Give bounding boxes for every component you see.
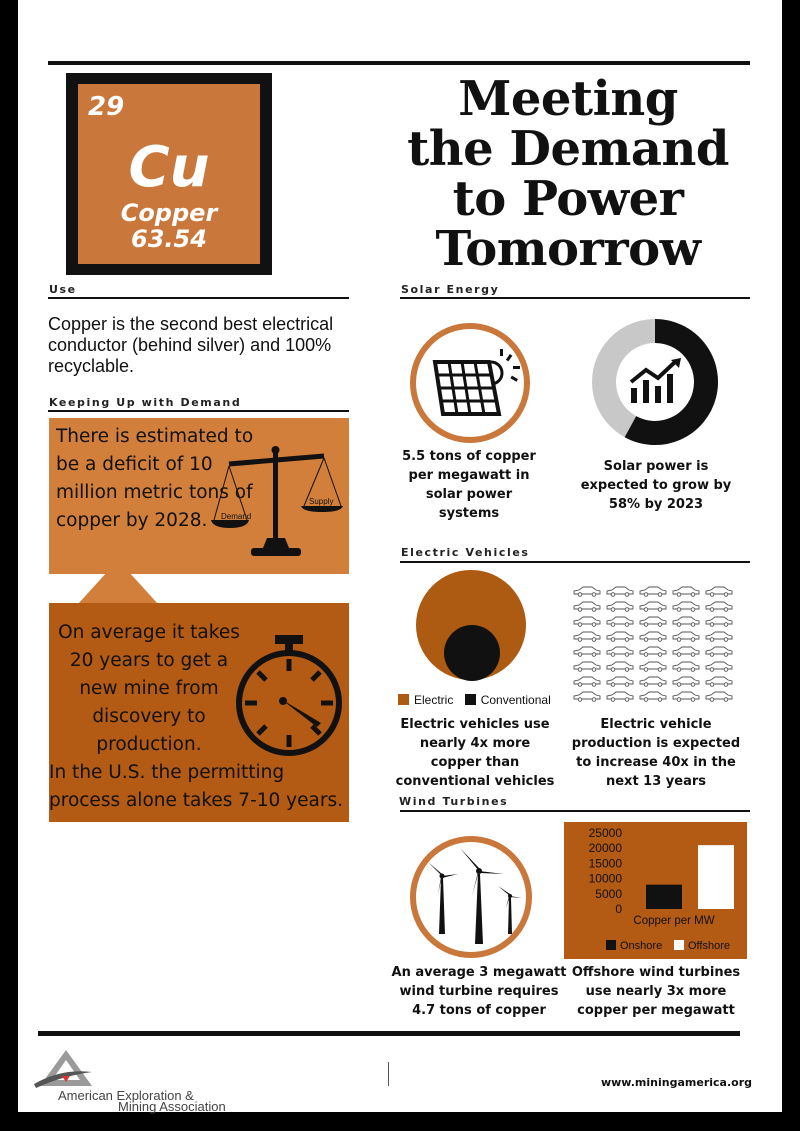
car-wheel-icon [677, 623, 681, 627]
legend-label-electric: Electric [414, 693, 454, 707]
element-symbol: Cu [128, 135, 210, 200]
permit-text: In the U.S. the permitting process alone takes 7-10 years. [49, 762, 343, 811]
car-wheel-icon [644, 593, 648, 597]
car-wheel-icon [644, 623, 648, 627]
car-wheel-icon [677, 638, 681, 642]
car-wheel-icon [724, 638, 728, 642]
y-tick-label: 15000 [588, 856, 622, 871]
org-name-line-2: Mining Association [118, 1099, 226, 1114]
stopwatch-icon [231, 633, 347, 757]
car-icon [607, 632, 633, 639]
car-wheel-icon [592, 638, 596, 642]
use-rule [48, 297, 349, 299]
car-wheel-icon [691, 698, 695, 702]
car-icon [706, 632, 732, 639]
mine-text: On average it takes 20 years to get a new mine from discovery to production. [58, 622, 240, 755]
title-line-1: Meeting [458, 71, 678, 127]
car-icon [607, 647, 633, 654]
category-label: Copper per MW [633, 915, 715, 927]
car-icon [574, 677, 600, 684]
car-icon [640, 677, 666, 684]
use-heading: Use [49, 283, 77, 296]
car-icon [640, 632, 666, 639]
car-icon [574, 632, 600, 639]
car-icon [574, 692, 600, 699]
car-icon [607, 677, 633, 684]
car-wheel-icon [578, 608, 582, 612]
car-wheel-icon [578, 668, 582, 672]
car-wheel-icon [677, 668, 681, 672]
car-wheel-icon [625, 683, 629, 687]
car-icon [706, 662, 732, 669]
car-icon [607, 587, 633, 594]
website-link[interactable]: www.miningamerica.org [600, 1076, 752, 1089]
car-icon [574, 662, 600, 669]
ev-rule [400, 561, 750, 563]
car-wheel-icon [710, 698, 714, 702]
y-tick-label: 25000 [588, 826, 622, 840]
bar-onshore [646, 885, 682, 909]
solar-rule [400, 297, 750, 299]
connector-arrow [78, 560, 158, 604]
car-icon [640, 662, 666, 669]
car-wheel-icon [611, 668, 615, 672]
car-icon [673, 632, 699, 639]
page-title [378, 71, 758, 277]
car-wheel-icon [658, 683, 662, 687]
growth-chart-icon [631, 358, 681, 403]
wind-left-caption: An average 3 megawatt wind turbine requires 4.7 tons of copper [391, 965, 567, 1018]
car-icon [574, 617, 600, 624]
mine-timeline-box [49, 603, 349, 822]
car-wheel-icon [658, 608, 662, 612]
deficit-box [49, 418, 349, 574]
solar-growth-donut [591, 318, 719, 446]
car-wheel-icon [724, 653, 728, 657]
legend-swatch-electric [398, 694, 409, 705]
y-tick-label: 20000 [588, 841, 622, 856]
solar-left-caption: 5.5 tons of copper per megawatt in solar power systems [402, 449, 536, 521]
car-wheel-icon [658, 668, 662, 672]
atomic-number: 29 [88, 92, 125, 122]
atomic-weight: 63.54 [131, 225, 207, 253]
car-wheel-icon [710, 593, 714, 597]
car-wheel-icon [658, 593, 662, 597]
car-icon [673, 662, 699, 669]
solar-panel-icon [407, 322, 533, 444]
car-icon [640, 587, 666, 594]
car-wheel-icon [625, 593, 629, 597]
legend-swatch-offshore [674, 940, 684, 950]
car-wheel-icon [592, 698, 596, 702]
car-wheel-icon [644, 668, 648, 672]
legend-label-conventional: Conventional [480, 693, 551, 707]
car-wheel-icon [677, 608, 681, 612]
car-wheel-icon [644, 638, 648, 642]
car-wheel-icon [625, 608, 629, 612]
scale-demand-label: Demand [221, 512, 252, 521]
car-wheel-icon [710, 683, 714, 687]
car-wheel-icon [724, 698, 728, 702]
legend-label-offshore: Offshore [688, 940, 730, 952]
wind-copper-bar-chart [564, 822, 747, 959]
org-name-line-1: American Exploration & [58, 1088, 194, 1103]
y-tick-label: 5000 [595, 886, 622, 901]
car-icon [706, 602, 732, 609]
bottom-rule [38, 1031, 740, 1036]
ev-left-caption: Electric vehicles use nearly 4x more copper than conventional vehicles [395, 717, 555, 789]
car-wheel-icon [625, 653, 629, 657]
car-wheel-icon [724, 593, 728, 597]
car-wheel-icon [644, 653, 648, 657]
title-line-2: the Demand [407, 121, 729, 177]
y-tick-label: 0 [615, 902, 622, 916]
car-icon-grid [572, 584, 752, 708]
wind-right-caption: Offshore wind turbines use nearly 3x more copper per megawatt [571, 965, 741, 1018]
wind-rule [400, 810, 750, 812]
car-wheel-icon [592, 683, 596, 687]
car-icon [706, 587, 732, 594]
car-wheel-icon [578, 698, 582, 702]
car-wheel-icon [691, 683, 695, 687]
car-wheel-icon [724, 623, 728, 627]
car-wheel-icon [592, 623, 596, 627]
car-wheel-icon [677, 698, 681, 702]
car-icon [706, 617, 732, 624]
car-icon [673, 677, 699, 684]
car-icon [574, 587, 600, 594]
wind-turbine-icon [408, 834, 534, 960]
legend-swatch-onshore [606, 940, 616, 950]
bar-offshore [698, 845, 734, 909]
car-wheel-icon [710, 668, 714, 672]
car-wheel-icon [592, 593, 596, 597]
car-wheel-icon [592, 653, 596, 657]
car-wheel-icon [578, 683, 582, 687]
car-wheel-icon [611, 593, 615, 597]
car-wheel-icon [611, 623, 615, 627]
car-icon [673, 602, 699, 609]
car-wheel-icon [677, 593, 681, 597]
legend-label-onshore: Onshore [620, 940, 663, 952]
use-text: Copper is the second best electrical conductor (behind silver) and 100% recyclable. [48, 314, 334, 376]
car-icon [673, 692, 699, 699]
top-rule [48, 61, 750, 65]
car-icon [706, 677, 732, 684]
solar-right-caption: Solar power is expected to grow by 58% by 2023 [580, 459, 732, 512]
title-line-4: Tomorrow [435, 221, 701, 277]
car-wheel-icon [691, 623, 695, 627]
car-icon [574, 602, 600, 609]
demand-heading: Keeping Up with Demand [49, 396, 242, 409]
car-wheel-icon [611, 638, 615, 642]
car-wheel-icon [691, 653, 695, 657]
car-icon [706, 692, 732, 699]
car-wheel-icon [677, 683, 681, 687]
footer-divider [388, 1062, 389, 1086]
legend-swatch-conventional [465, 694, 476, 705]
car-wheel-icon [658, 638, 662, 642]
y-tick-label: 10000 [588, 871, 622, 886]
car-icon [706, 647, 732, 654]
car-wheel-icon [710, 638, 714, 642]
car-wheel-icon [578, 623, 582, 627]
scale-supply-label: Supply [309, 497, 334, 506]
deficit-text: There is estimated to be a deficit of 10 million metric tons of copper by 2028. [56, 426, 254, 531]
infographic-page [18, 0, 782, 1112]
car-wheel-icon [724, 668, 728, 672]
solar-heading: Solar Energy [401, 283, 500, 296]
wind-heading: Wind Turbines [399, 795, 509, 808]
car-icon [673, 617, 699, 624]
car-wheel-icon [625, 698, 629, 702]
car-icon [640, 602, 666, 609]
car-icon [640, 617, 666, 624]
car-wheel-icon [691, 608, 695, 612]
car-wheel-icon [677, 653, 681, 657]
car-wheel-icon [658, 698, 662, 702]
copper-element-tile [66, 73, 272, 275]
car-icon [607, 617, 633, 624]
car-icon [673, 587, 699, 594]
car-wheel-icon [592, 608, 596, 612]
car-wheel-icon [691, 593, 695, 597]
car-wheel-icon [578, 593, 582, 597]
car-wheel-icon [658, 653, 662, 657]
car-wheel-icon [691, 668, 695, 672]
car-wheel-icon [658, 623, 662, 627]
ev-heading: Electric Vehicles [401, 546, 530, 559]
car-wheel-icon [611, 698, 615, 702]
car-wheel-icon [724, 608, 728, 612]
element-tile-inner [78, 84, 260, 264]
car-wheel-icon [691, 638, 695, 642]
car-wheel-icon [644, 608, 648, 612]
car-wheel-icon [611, 608, 615, 612]
car-icon [574, 647, 600, 654]
car-icon [607, 692, 633, 699]
car-wheel-icon [710, 608, 714, 612]
ev-copper-circles [414, 570, 530, 682]
title-line-3: to Power [452, 171, 684, 227]
car-icon [607, 602, 633, 609]
car-icon [607, 662, 633, 669]
aem-logo-icon [32, 1048, 94, 1090]
car-icon [673, 647, 699, 654]
car-wheel-icon [578, 653, 582, 657]
car-wheel-icon [625, 623, 629, 627]
element-name: Copper [120, 199, 218, 227]
balance-scale-icon [209, 440, 344, 560]
car-wheel-icon [578, 638, 582, 642]
car-wheel-icon [644, 698, 648, 702]
car-icon [640, 647, 666, 654]
car-wheel-icon [611, 683, 615, 687]
ev-legend [398, 693, 551, 707]
car-wheel-icon [644, 683, 648, 687]
car-icon [640, 692, 666, 699]
car-wheel-icon [611, 653, 615, 657]
car-wheel-icon [625, 668, 629, 672]
car-wheel-icon [592, 668, 596, 672]
car-wheel-icon [625, 638, 629, 642]
car-wheel-icon [710, 623, 714, 627]
car-wheel-icon [724, 683, 728, 687]
car-wheel-icon [710, 653, 714, 657]
ev-right-caption: Electric vehicle production is expected to increase 40x in the next 13 years [571, 717, 741, 789]
demand-rule [48, 410, 349, 412]
